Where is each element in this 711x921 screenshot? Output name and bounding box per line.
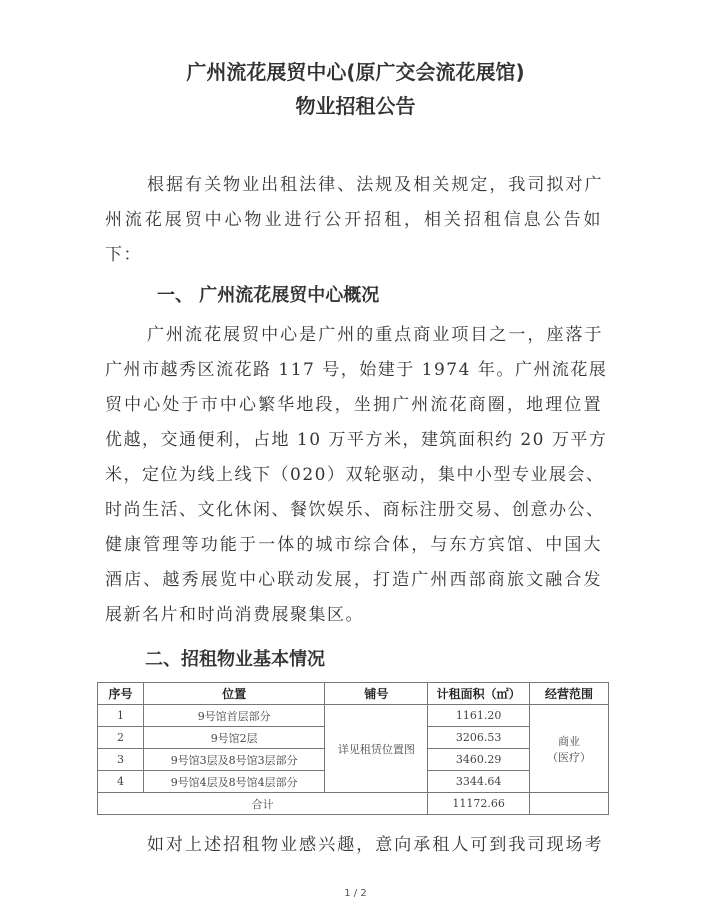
total-value: 11172.66 [428, 793, 530, 815]
document-title-line1: 广州流花展贸中心(原广交会流花展馆) [186, 60, 525, 84]
cell-location: 9号馆3层及8号馆3层部分 [143, 749, 325, 771]
section1-heading: 一、 广州流花展贸中心概况 [157, 285, 380, 306]
section1-line: 米，定位为线上线下（020）双轮驱动，集中小型专业展会、 [105, 465, 605, 485]
intro-line-3: 下： [105, 245, 142, 265]
scope-line1: 商业 [558, 734, 581, 748]
cell-area: 3344.64 [428, 771, 530, 793]
intro-line-1: 根据有关物业出租法律、法规及相关规定，我司拟对广 [147, 175, 603, 195]
cell-no: 3 [98, 749, 144, 771]
rental-property-table [97, 682, 609, 815]
cell-area: 3206.53 [428, 727, 530, 749]
cell-location: 9号馆2层 [143, 727, 325, 749]
header-area: 计租面积（㎡） [428, 683, 530, 705]
cell-area: 1161.20 [428, 705, 530, 727]
cell-no: 2 [98, 727, 144, 749]
table-row [98, 705, 609, 727]
section1-line: 贸中心处于市中心繁华地段，坐拥广州流花商圈，地理位置 [105, 395, 602, 415]
section1-line: 优越，交通便利，占地 10 万平方米，建筑面积约 20 万平方 [105, 430, 608, 450]
table-total-row [98, 793, 609, 815]
intro-line-2: 州流花展贸中心物业进行公开招租，相关招租信息公告如 [105, 210, 602, 230]
header-shop-no: 铺号 [325, 683, 428, 705]
section1-line: 健康管理等功能于一体的城市综合体，与东方宾馆、中国大 [105, 535, 602, 555]
total-label: 合计 [98, 793, 428, 815]
section1-line: 酒店、越秀展览中心联动发展，打造广州西部商旅文融合发 [105, 570, 602, 590]
section1-line: 广州流花展贸中心是广州的重点商业项目之一，座落于 [147, 325, 603, 345]
section1-line: 展新名片和时尚消费展聚集区。 [105, 605, 364, 625]
cell-location: 9号馆4层及8号馆4层部分 [143, 771, 325, 793]
section1-line: 广州市越秀区流花路 117 号，始建于 1974 年。广州流花展 [105, 360, 608, 380]
total-empty-cell [530, 793, 609, 815]
table-header-row [98, 683, 609, 705]
document-title-line2: 物业招租公告 [295, 94, 416, 118]
header-location: 位置 [143, 683, 325, 705]
section1-line: 时尚生活、文化休闲、餐饮娱乐、商标注册交易、创意办公、 [105, 500, 605, 520]
cell-no: 1 [98, 705, 144, 727]
cell-no: 4 [98, 771, 144, 793]
closing-line: 如对上述招租物业感兴趣，意向承租人可到我司现场考 [147, 835, 603, 855]
cell-scope [530, 705, 609, 793]
cell-location: 9号馆首层部分 [143, 705, 325, 727]
section2-heading: 二、招租物业基本情况 [145, 649, 325, 670]
cell-area: 3460.29 [428, 749, 530, 771]
header-no: 序号 [98, 683, 144, 705]
header-scope: 经营范围 [530, 683, 609, 705]
scope-line2: （医疗） [547, 750, 592, 764]
page-number: 1 / 2 [344, 888, 367, 899]
cell-shop-no: 详见租赁位置图 [325, 705, 428, 793]
